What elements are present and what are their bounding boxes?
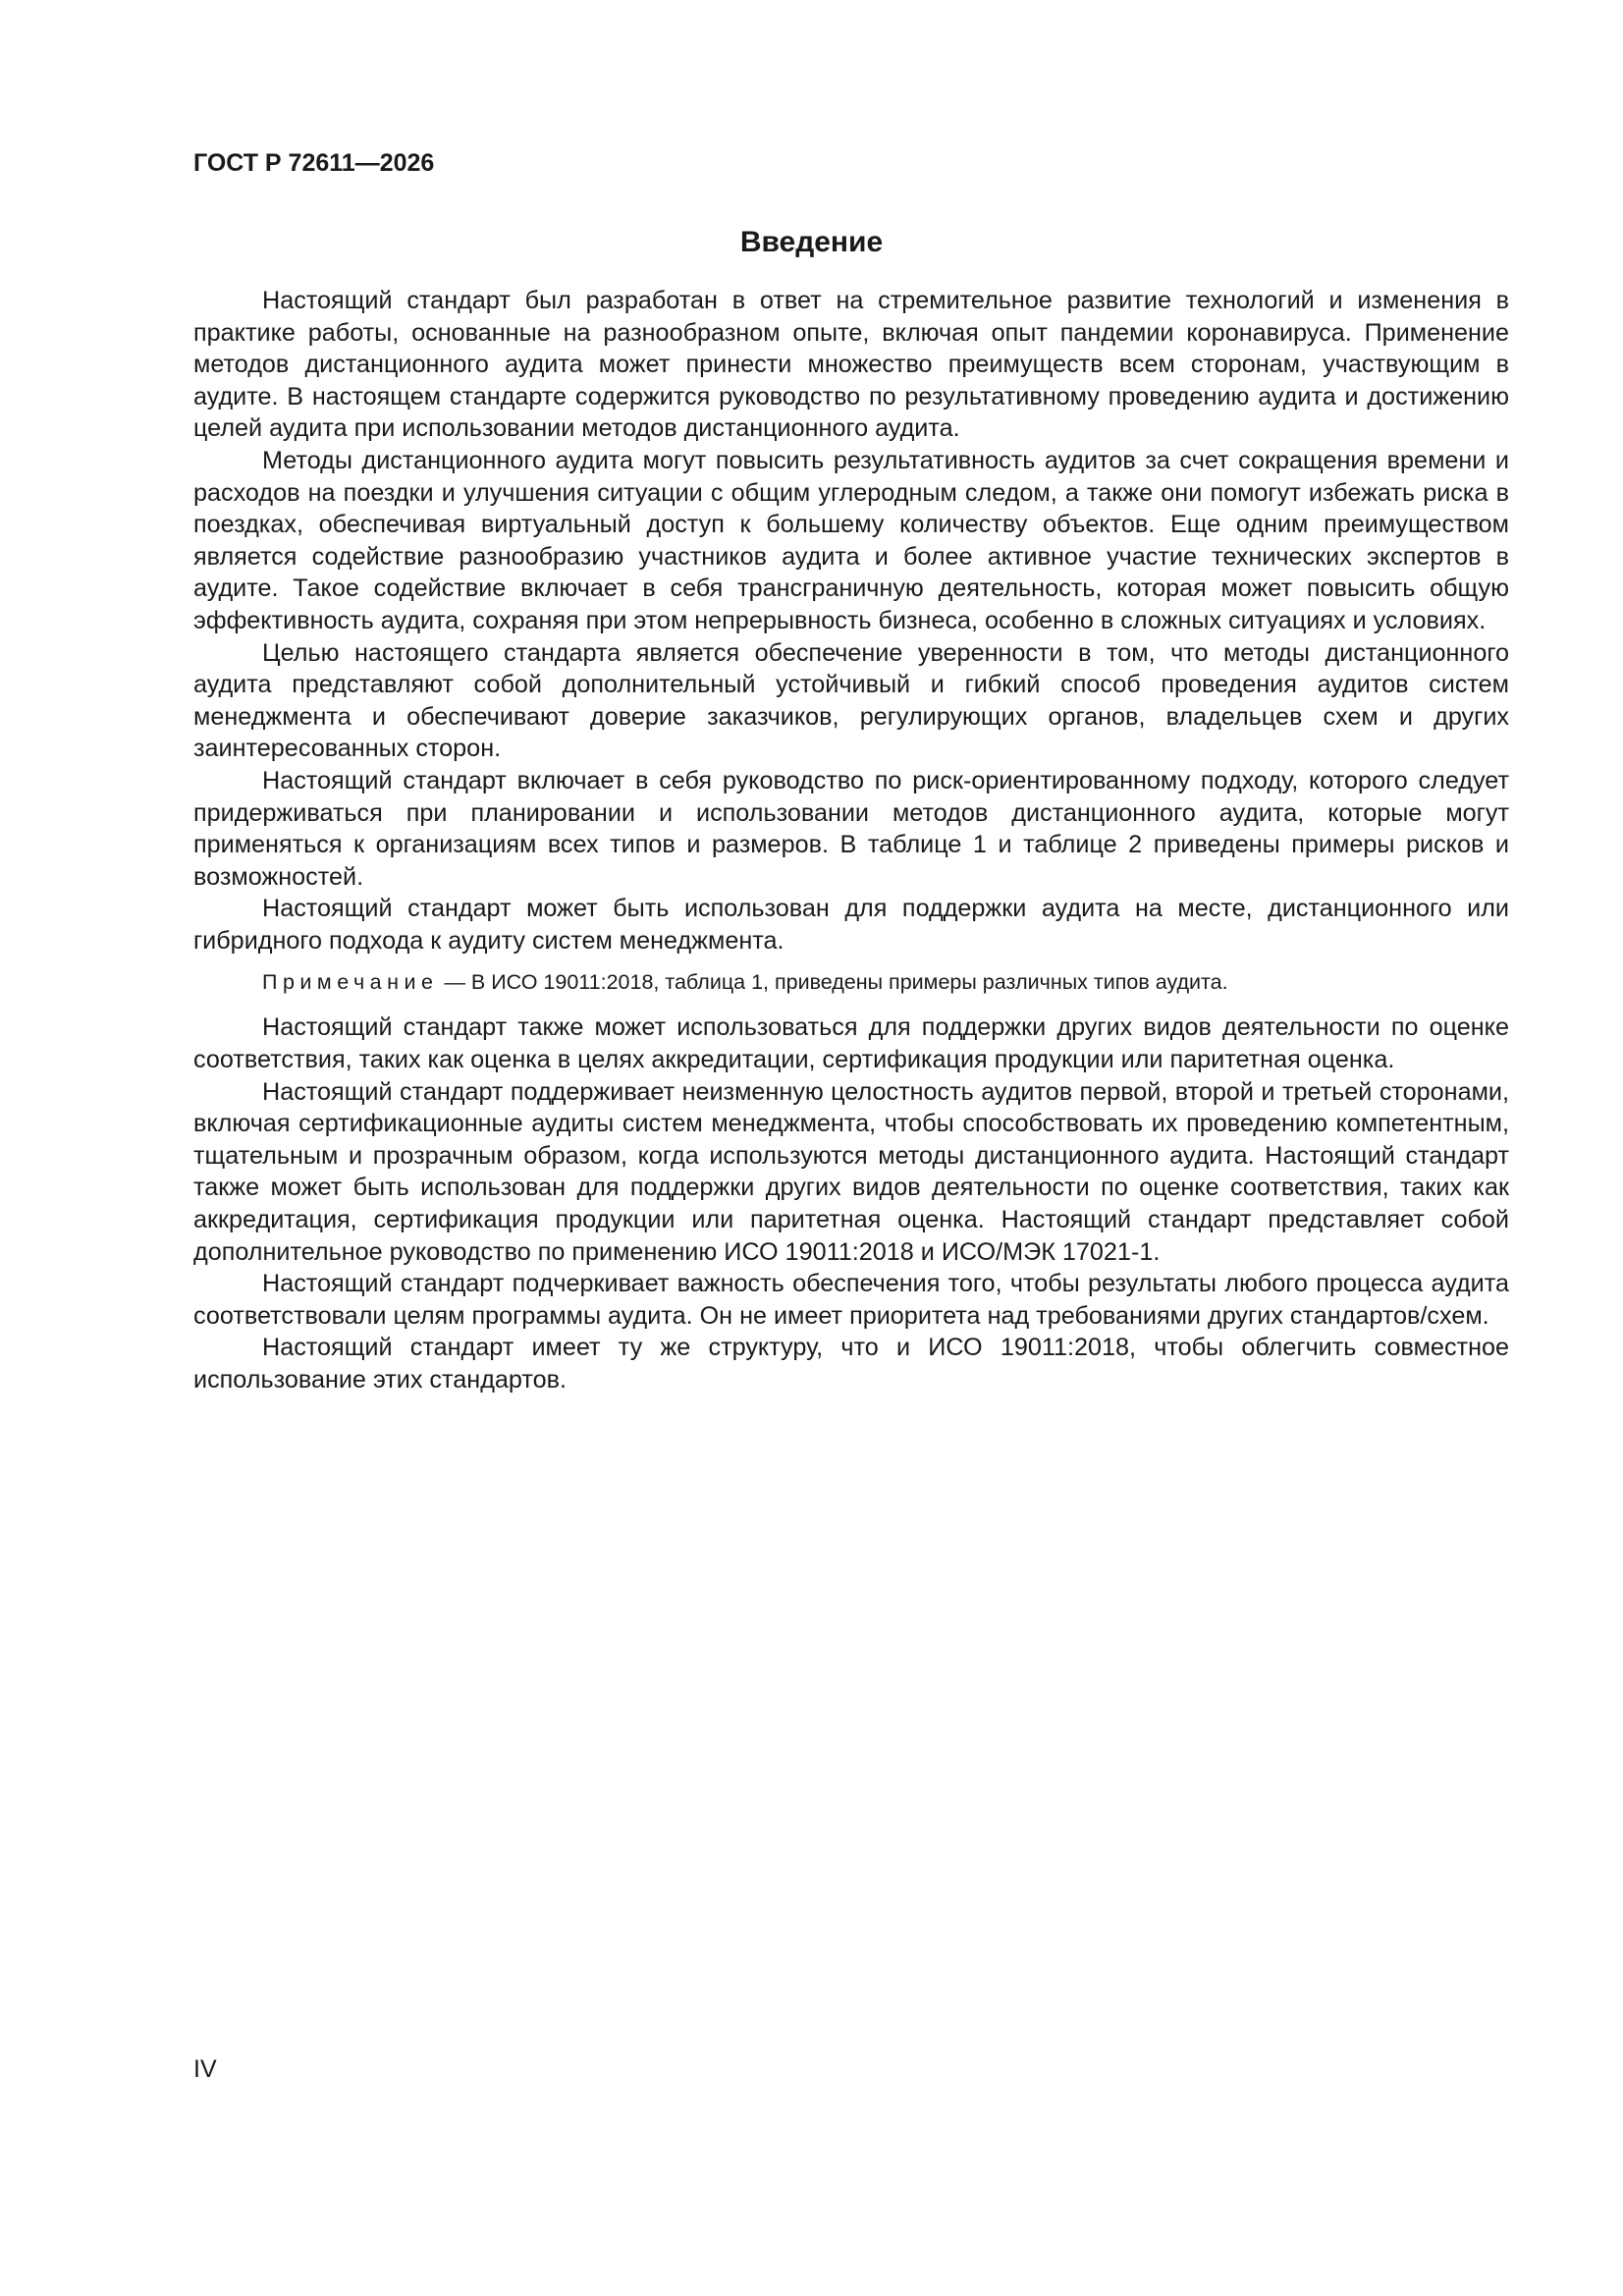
note-label: Примечание [262,970,439,995]
paragraph: Настоящий стандарт подчеркивает важность обеспечения того, чтобы результаты любого процесса аудита соответствовали целям программы аудита. Он не имеет приоритета над требованиями других стандартов/схем. [193,1270,1509,1330]
paragraph: Целью настоящего стандарта является обеспечение уверенности в том, что методы дистанционного аудита представляют собой дополнительный устойчивый и гибкий способ проведения аудитов систем менеджмента и обеспечивают доверие заказчиков, регулирующих органов, владельцев схем и других заинтересованных сторон. [193,638,1509,763]
section-title: Введение [739,226,884,258]
page-number: IV [193,2055,217,2083]
paragraph: Настоящий стандарт был разработан в ответ на стремительное развитие технологий и изменения в практике работы, основанные на разнообразном опыте, включая опыт пандемии коронавируса. Применение методов дистанционного аудита может принести множество преимуществ всем сторонам, участвующим в аудите. В настоящем стандарте содержится руководство по результативному проведению аудита и достижению целей аудита при использовании методов дистанционного аудита. [193,287,1509,443]
document-header: ГОСТ Р 72611—2026 [193,149,435,177]
paragraph: Настоящий стандарт также может использоваться для поддержки других видов деятельности по оценке соответствия, таких как оценка в целях аккредитации, сертификация продукции или паритетная оценка. [193,1013,1509,1074]
paragraph: Настоящий стандарт поддерживает неизменную целостность аудитов первой, второй и третьей сторонами, включая сертификационные аудиты систем менеджмента, чтобы способствовать их проведению компетентным, тщательным и прозрачным образом, когда используются методы дистанционного аудита. Настоящий стандарт также может быть использован для поддержки других видов деятельности по оценке соответствия, таких как аккредитация, сертификация продукции или паритетная оценка. Настоящий стандарт представляет собой дополнительное руководство по применению ИСО 19011:2018 и ИСО/МЭК 17021-1. [193,1077,1509,1266]
note-text: — В ИСО 19011:2018, таблица 1, приведены примеры различных типов аудита. [444,970,1228,995]
paragraph: Настоящий стандарт может быть использован для поддержки аудита на месте, дистанционного или гибридного подхода к аудиту систем менеджмента. [193,895,1509,955]
document-body [193,285,1509,1396]
paragraph: Настоящий стандарт включает в себя руководство по риск-ориентированному подходу, которого следует придерживаться при планировании и использовании методов дистанционного аудита, которые могут применяться к организациям всех типов и размеров. В таблице 1 и таблице 2 приведены примеры рисков и возможностей. [193,766,1509,891]
paragraph: Настоящий стандарт имеет ту же структуру, что и ИСО 19011:2018, чтобы облегчить совместное использование этих стандартов. [193,1334,1509,1394]
note [193,967,1509,997]
paragraph: Методы дистанционного аудита могут повысить результативность аудитов за счет сокращения времени и расходов на поездки и улучшения ситуации с общим углеродным следом, а также они помогут избежать риска в поездках, обеспечивая виртуальный доступ к большему количеству объектов. Еще одним преимуществом является содействие разнообразию участников аудита и более активное участие технических экспертов в аудите. Такое содействие включает в себя трансграничную деятельность, которая может повысить общую эффективность аудита, сохраняя при этом непрерывность бизнеса, особенно в сложных ситуациях и условиях. [193,446,1509,634]
